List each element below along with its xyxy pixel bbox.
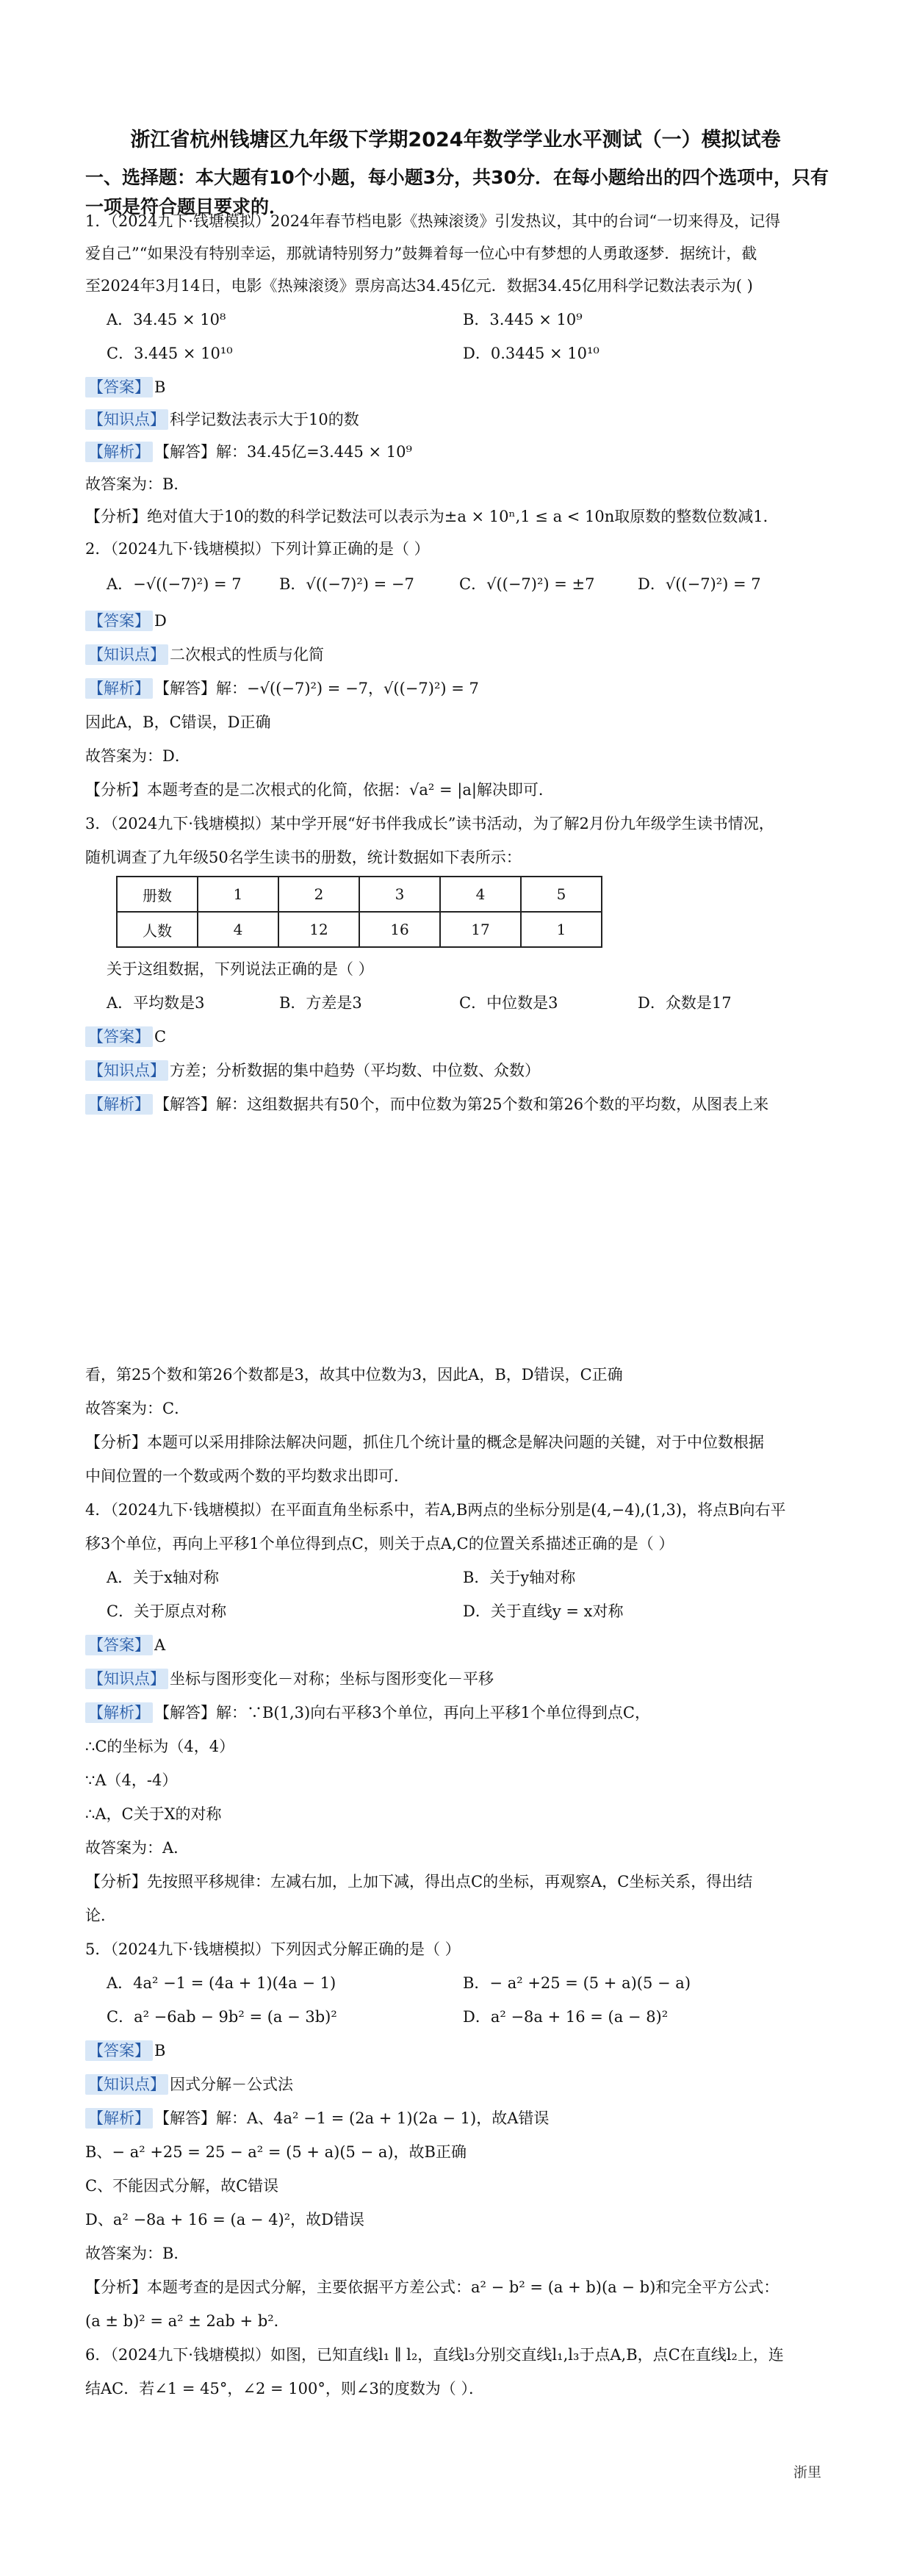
answer-tag: 【答案】: [85, 1026, 153, 1047]
q4-answer: [85, 1634, 827, 1656]
table-cell: 4: [440, 877, 521, 912]
footer-watermark: 浙里: [793, 2464, 822, 2480]
table-cell: 17: [440, 912, 521, 947]
q1-option-b: B．3.445 × 10⁹: [463, 311, 583, 328]
q2-option-c: C．√((−7)²) = ±7: [459, 575, 595, 593]
q1-answer-value: B: [154, 378, 166, 396]
q2-answer-value: D: [154, 612, 167, 630]
q5-option-d: D．a² −8a + 16 = (a − 8)²: [463, 2008, 669, 2026]
knowledge-tag: 【知识点】: [85, 1060, 168, 1081]
q3-comment-text: 本题可以采用排除法解决问题，抓住几个统计量的概念是解决问题的关键，对于中位数根据: [147, 1433, 764, 1451]
comment-tag: 【分析】: [85, 781, 147, 799]
table-row: [117, 912, 602, 947]
q2-analysis: [85, 677, 827, 699]
q3-comment-line2: 中间位置的一个数或两个数的平均数求出即可．: [85, 1467, 409, 1485]
comment-tag: 【分析】: [85, 508, 147, 525]
knowledge-tag: 【知识点】: [85, 2074, 168, 2095]
analysis-tag: 【解析】: [85, 442, 153, 462]
q1-answer: [85, 376, 827, 398]
analysis-tag: 【解析】: [85, 2108, 153, 2129]
q1-comment: [85, 506, 827, 528]
q2-option-d: D．√((−7)²) = 7: [638, 575, 761, 593]
q4-comment-text: 先按照平移规律：左减右加，上加下减，得出点C的坐标，再观察A，C坐标关系，得出结: [147, 1873, 753, 1890]
q3-data-table: [116, 876, 602, 948]
page-title: 浙江省杭州钱塘区九年级下学期2024年数学学业水平测试（一）模拟试卷: [130, 129, 781, 151]
q1-analysis: [85, 441, 827, 463]
q4-line3: ∴A，C关于X的对称: [85, 1805, 222, 1823]
answer-tag: 【答案】: [85, 1635, 153, 1655]
q5-conclusion: 故答案为：B．: [85, 2245, 190, 2262]
q2-comment: [85, 779, 827, 801]
q2-knowledge-text: 二次根式的性质与化简: [170, 646, 324, 663]
q5-line2: C、不能因式分解，故C错误: [85, 2177, 279, 2195]
q1-analysis-text: 【解答】解：34.45亿=3.445 × 10⁹: [154, 443, 412, 461]
q6-stem-line2: 结AC．若∠1 = 45°，∠2 = 100°，则∠3的度数为（ ）．: [85, 2380, 484, 2397]
q2-stem: 2．（2024九下·钱塘模拟）下列计算正确的是（ ）: [85, 540, 430, 558]
table-cell: 2: [278, 877, 359, 912]
q5-comment-line1: [85, 2276, 827, 2298]
table-row: [117, 877, 602, 912]
q4-stem-line2: 移3个单位，再向上平移1个单位得到点C，则关于点A,C的位置关系描述正确的是（ ）: [85, 1535, 674, 1553]
q3-option-a: A．平均数是3: [107, 994, 205, 1012]
q4-knowledge-text: 坐标与图形变化－对称；坐标与图形变化－平移: [170, 1670, 494, 1688]
analysis-tag: 【解析】: [85, 1702, 153, 1723]
answer-tag: 【答案】: [85, 2040, 153, 2061]
q5-knowledge-text: 因式分解－公式法: [170, 2076, 293, 2093]
q5-option-c: C．a² −6ab − 9b² = (a − 3b)²: [107, 2008, 337, 2026]
q4-option-b: B．关于y轴对称: [463, 1569, 576, 1586]
q5-option-a: A．4a² −1 = (4a + 1)(4a − 1): [107, 1974, 336, 1992]
q1-option-a: A．34.45 × 10⁸: [107, 311, 226, 328]
q1-knowledge: [85, 409, 827, 431]
q4-analysis: [85, 1702, 827, 1724]
answer-tag: 【答案】: [85, 377, 153, 397]
knowledge-tag: 【知识点】: [85, 1669, 168, 1689]
q5-analysis: [85, 2107, 827, 2129]
q1-comment-text: 绝对值大于10的数的科学记数法可以表示为±a × 10ⁿ,1 ≤ a < 10n取原数的整数位数减1．: [147, 508, 779, 525]
q5-comment-text: 本题考查的是因式分解，主要依据平方差公式：a² − b² = (a + b)(a − b)和完全平方公式：: [147, 2278, 779, 2296]
q6-stem-line1: 6．（2024九下·钱塘模拟）如图，已知直线l₁ ∥ l₂，直线l₃分别交直线l₁,l₃于点A,B，点C在直线l₂上，连: [85, 2346, 784, 2364]
q5-line1: B、− a² +25 = 25 − a² = (5 + a)(5 − a)，故B正确: [85, 2143, 467, 2161]
q3-answer: [85, 1026, 827, 1048]
q5-knowledge: [85, 2073, 827, 2095]
q1-knowledge-text: 科学记数法表示大于10的数: [170, 411, 359, 428]
table-cell: 16: [359, 912, 440, 947]
q4-knowledge: [85, 1668, 827, 1690]
table-cell: 3: [359, 877, 440, 912]
q5-answer-value: B: [154, 2042, 166, 2059]
q3-option-d: D．众数是17: [638, 994, 732, 1012]
q1-stem-line1: 1．（2024九下·钱塘模拟）2024年春节档电影《热辣滚烫》引发热议，其中的台词“一切来得及，记得: [85, 212, 781, 230]
q5-answer: [85, 2040, 827, 2062]
table-cell: 人数: [117, 912, 198, 947]
q2-answer: [85, 610, 827, 632]
q2-analysis-text: 【解答】解：−√((−7)²) = −7，√((−7)²) = 7: [154, 680, 479, 697]
analysis-tag: 【解析】: [85, 678, 153, 699]
q3-stem-line1: 3．（2024九下·钱塘模拟）某中学开展“好书伴我成长”读书活动，为了解2月份九年级学生读书情况，: [85, 815, 774, 832]
q3-analysis-text: 【解答】解：这组数据共有50个，而中位数为第25个数和第26个数的平均数，从图表上来: [154, 1095, 769, 1113]
comment-tag: 【分析】: [85, 1433, 147, 1451]
q5-comment-line2: (a ± b)² = a² ± 2ab + b²．: [85, 2312, 289, 2330]
q4-line1: ∴C的坐标为（4，4）: [85, 1738, 235, 1755]
analysis-tag: 【解析】: [85, 1094, 153, 1115]
table-cell: 册数: [117, 877, 198, 912]
q4-line2: ∵A（4，-4）: [85, 1771, 178, 1789]
q1-option-d: D．0.3445 × 10¹⁰: [463, 345, 599, 362]
q1-stem-line3: 至2024年3月14日，电影《热辣滚烫》票房高达34.45亿元．数据34.45亿用科学记数法表示为( ): [85, 277, 753, 295]
table-cell: 12: [278, 912, 359, 947]
q4-option-c: C．关于原点对称: [107, 1602, 227, 1620]
q5-stem: 5．（2024九下·钱塘模拟）下列因式分解正确的是（ ）: [85, 1940, 461, 1958]
q2-conclusion: 故答案为：D．: [85, 747, 190, 765]
q3-knowledge-text: 方差；分析数据的集中趋势（平均数、中位数、众数）: [170, 1062, 540, 1079]
q4-option-a: A．关于x轴对称: [107, 1569, 220, 1586]
knowledge-tag: 【知识点】: [85, 409, 168, 430]
q3-answer-value: C: [154, 1028, 167, 1046]
q4-answer-value: A: [154, 1636, 166, 1654]
q2-option-a: A．−√((−7)²) = 7: [107, 575, 242, 593]
q3-knowledge: [85, 1059, 827, 1082]
q3-option-c: C．中位数是3: [459, 994, 558, 1012]
q4-conclusion: 故答案为：A．: [85, 1839, 190, 1857]
q3-stem-line2: 随机调查了九年级50名学生读书的册数，统计数据如下表所示：: [85, 849, 522, 866]
q1-option-c: C．3.445 × 10¹⁰: [107, 345, 233, 362]
q2-line1: 因此A，B，C错误，D正确: [85, 713, 271, 731]
q4-comment-line1: [85, 1871, 827, 1893]
q3-conclusion: 故答案为：C．: [85, 1400, 190, 1417]
comment-tag: 【分析】: [85, 1873, 147, 1890]
q3-stem-line3: 关于这组数据，下列说法正确的是（ ）: [107, 960, 374, 978]
q3-option-b: B．方差是3: [279, 994, 362, 1012]
section-heading: 一、选择题：本大题有10个小题，每小题3分，共30分．在每小题给出的四个选项中，只有一项是符合题目要求的．: [85, 167, 829, 217]
answer-tag: 【答案】: [85, 611, 153, 631]
q3-line1: 看，第25个数和第26个数都是3，故其中位数为3，因此A，B，D错误，C正确: [85, 1366, 623, 1384]
q2-knowledge: [85, 644, 827, 666]
q1-conclusion: 故答案为：B．: [85, 475, 190, 493]
q5-line3: D、a² −8a + 16 = (a − 4)²，故D错误: [85, 2211, 365, 2228]
q4-stem-line1: 4．（2024九下·钱塘模拟）在平面直角坐标系中，若A,B两点的坐标分别是(4,−4),(1,3)，将点B向右平: [85, 1501, 786, 1519]
comment-tag: 【分析】: [85, 2278, 147, 2296]
q5-analysis-text: 【解答】解：A、4a² −1 = (2a + 1)(2a − 1)，故A错误: [154, 2109, 550, 2127]
q4-analysis-text: 【解答】解：∵B(1,3)向右平移3个单位，再向上平移1个单位得到点C，: [154, 1704, 651, 1721]
q1-stem-line2: 爱自己”“如果没有特别幸运，那就请特别努力”鼓舞着每一位心中有梦想的人勇敢逐梦．据统计，截: [85, 245, 757, 262]
q3-comment-line1: [85, 1431, 827, 1453]
table-cell: 1: [198, 877, 278, 912]
q4-comment-line2: 论．: [85, 1907, 116, 1924]
q3-analysis: [85, 1093, 827, 1115]
q2-comment-text: 本题考查的是二次根式的化简，依据：√a² = |a|解决即可．: [147, 781, 554, 799]
q4-option-d: D．关于直线y = x对称: [463, 1602, 624, 1620]
table-cell: 5: [521, 877, 602, 912]
table-cell: 4: [198, 912, 278, 947]
q2-option-b: B．√((−7)²) = −7: [279, 575, 414, 593]
knowledge-tag: 【知识点】: [85, 644, 168, 665]
q5-option-b: B．− a² +25 = (5 + a)(5 − a): [463, 1974, 691, 1992]
table-cell: 1: [521, 912, 602, 947]
